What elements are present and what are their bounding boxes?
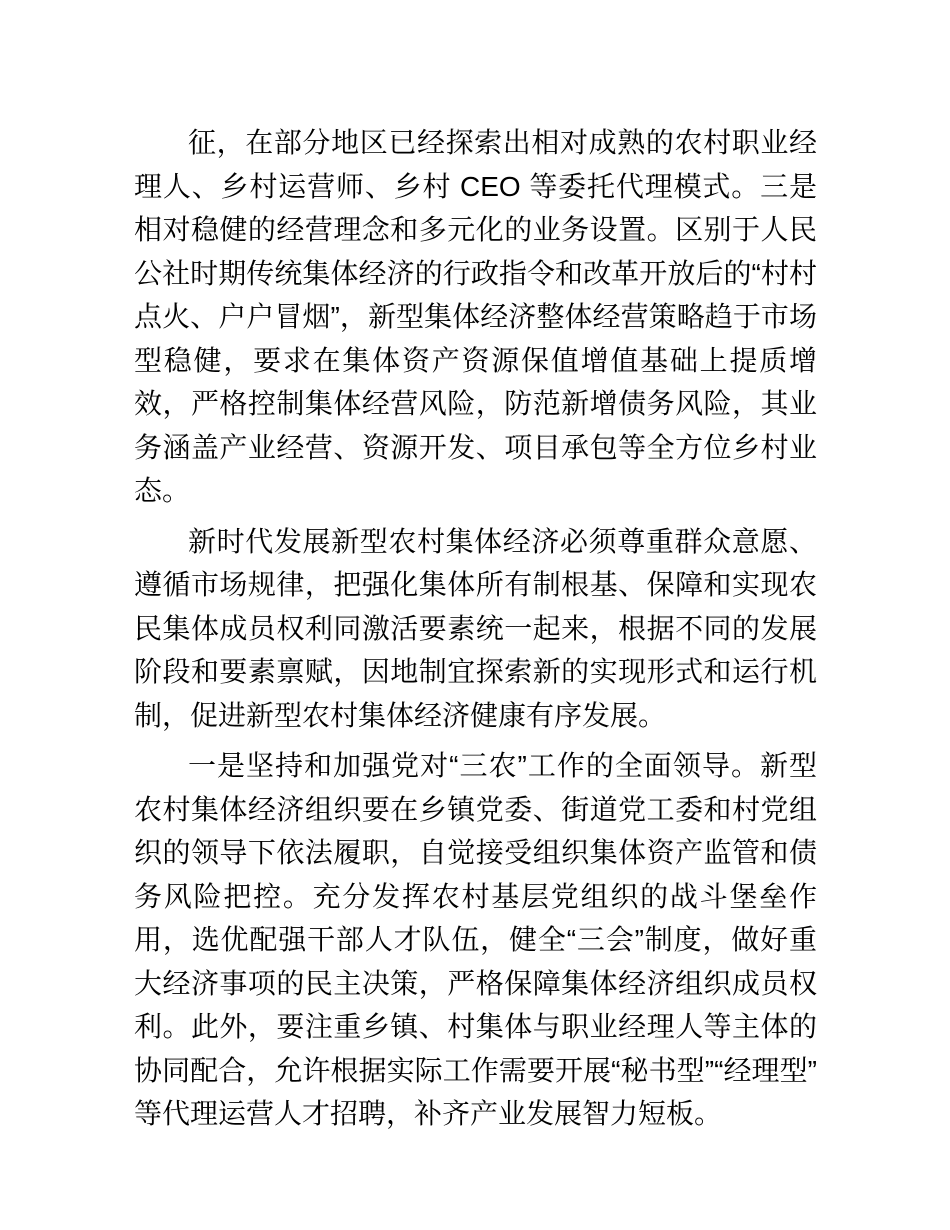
paragraph: 新时代发展新型农村集体经济必须尊重群众意愿、遵循市场规律，把强化集体所有制根基、保障和实现农民集体成员权利同激活要素统一起来，根据不同的发展阶段和要素禀赋，因地制宜探索新的实现形式和运行机制，促进新型农村集体经济健康有序发展。 [134, 525, 817, 731]
paragraph: 征，在部分地区已经探索出相对成熟的农村职业经理人、乡村运营师、乡村 CEO 等委托代理模式。三是相对稳健的经营理念和多元化的业务设置。区别于人民公社时期传统集体经济的行政指令和改革开放后的“村村点火、户户冒烟”，新型集体经济整体经营策略趋于市场型稳健，要求在集体资产资源保值增值基础上提质增效，严格控制集体经营风险，防范新增债务风险，其业务涵盖产业经营、资源开发、项目承包等全方位乡村业态。 [134, 127, 817, 506]
paragraph: 一是坚持和加强党对“三农”工作的全面领导。新型农村集体经济组织要在乡镇党委、街道党工委和村党组织的领导下依法履职，自觉接受组织集体资产监管和债务风险把控。充分发挥农村基层党组织的战斗堡垒作用，选优配强干部人才队伍，健全“三会”制度，做好重大经济事项的民主决策，严格保障集体经济组织成员权利。此外，要注重乡镇、村集体与职业经理人等主体的协同配合，允许根据实际工作需要开展“秘书型”“经理型”等代理运营人才招聘，补齐产业发展智力短板。 [134, 750, 817, 1129]
document-text-block [134, 121, 817, 1136]
